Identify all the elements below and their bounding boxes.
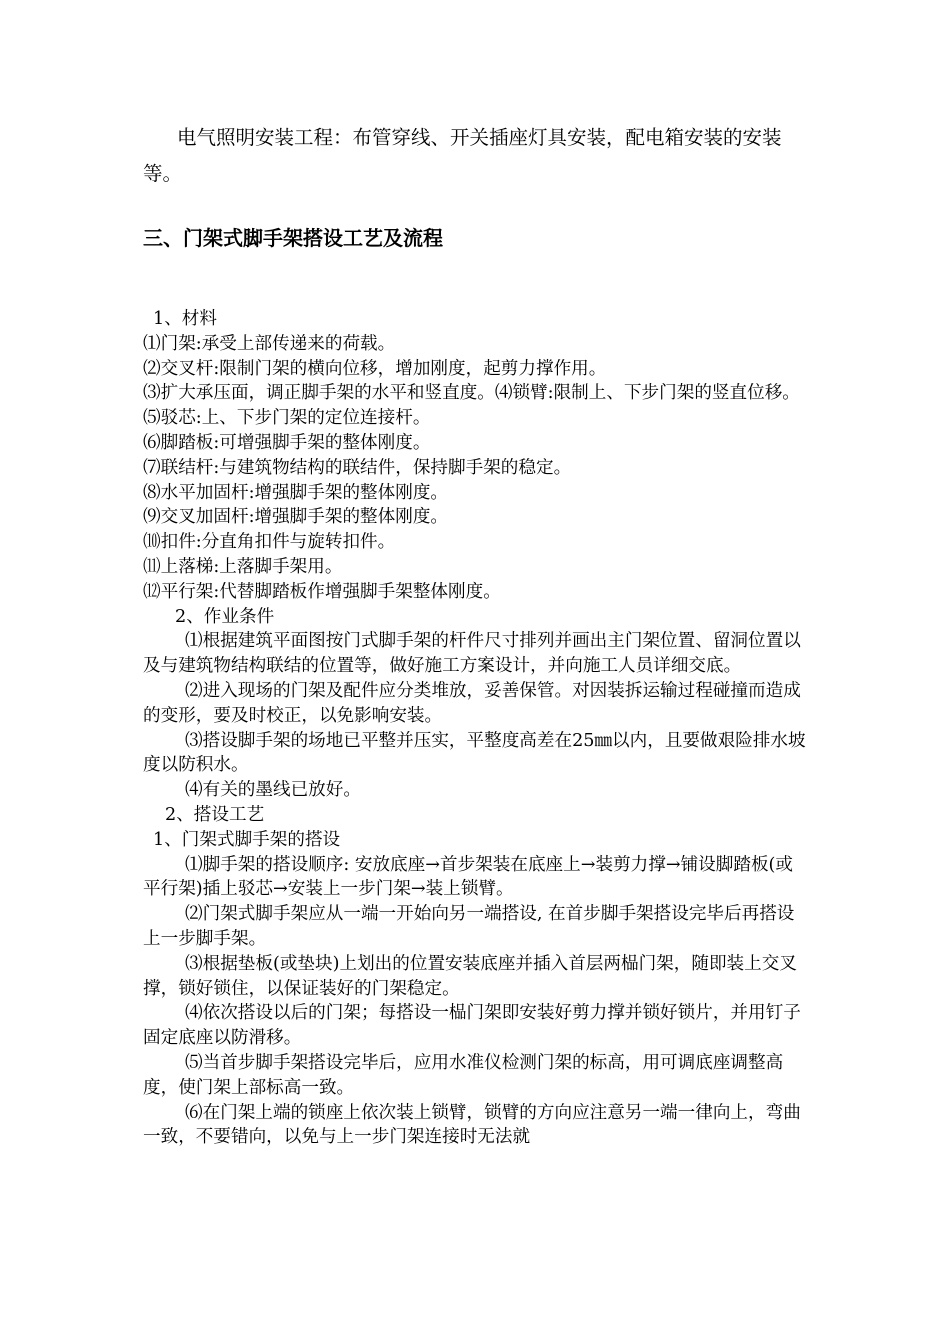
erection-process-title: 2、搭设工艺 <box>165 804 265 825</box>
erection-paragraph: ⑶根据垫板(或垫块)上划出的位置安装底座并插入首层两榀门架，随即装上交叉撑，锁好锁住，以保证装好的门架稳定。 <box>143 953 797 999</box>
material-item: ⑵交叉杆:限制门架的横向位移，增加刚度，起剪力撑作用。 <box>143 358 607 379</box>
material-item: ⑹脚踏板:可增强脚手架的整体刚度。 <box>143 432 431 453</box>
erection-paragraph: ⑹在门架上端的锁座上依次装上锁臂，锁臂的方向应注意另一端一律向上，弯曲一致，不要错向，以免与上一步门架连接时无法就 <box>143 1102 801 1148</box>
intro-paragraph: 电气照明安装工程：布管穿线、开关插座灯具安装，配电箱安装的安装等。 <box>143 126 782 185</box>
material-item: ⑴门架:承受上部传递来的荷载。 <box>143 333 396 354</box>
material-item: ⑺联结杆:与建筑物结构的联结件，保持脚手架的稳定。 <box>143 457 572 478</box>
material-item: ⑾上落梯:上落脚手架用。 <box>143 556 343 577</box>
material-item: ⑼交叉加固杆:增强脚手架的整体刚度。 <box>143 507 449 528</box>
material-item: ⑻水平加固杆:增强脚手架的整体刚度。 <box>143 482 449 503</box>
material-item: ⑶扩大承压面，调正脚手架的水平和竖直度。⑷锁臂:限制上、下步门架的竖直位移。 <box>143 383 800 404</box>
work-condition-paragraph: ⑴根据建筑平面图按门式脚手架的杆件尺寸排列并画出主门架位置、留洞位置以及与建筑物结构联结的位置等，做好施工方案设计，并向施工人员详细交底。 <box>143 631 801 677</box>
erection-paragraph: ⑵门架式脚手架应从一端一开始向另一端搭设, 在首步脚手架搭设完毕后再搭设上一步脚手架。 <box>143 904 795 949</box>
erection-paragraph: ⑸当首步脚手架搭设完毕后，应用水准仪检测门架的标高，用可调底座调整高度，使门架上部标高一致。 <box>143 1052 784 1098</box>
material-item: ⑸驳芯:上、下步门架的定位连接杆。 <box>143 408 431 429</box>
erection-subtitle: 1、门架式脚手架的搭设 <box>153 829 341 850</box>
work-condition-paragraph: ⑷有关的墨线已放好。 <box>185 780 361 801</box>
materials-title: 1、材料 <box>153 309 217 329</box>
section-heading: 三、门架式脚手架搭设工艺及流程 <box>143 226 443 250</box>
work-conditions-title: 2、作业条件 <box>175 606 275 627</box>
erection-paragraph: ⑷依次搭设以后的门架；每搭设一榀门架即安装好剪力撑并锁好锁片，并用钉子固定底座以防滑移。 <box>143 1003 801 1049</box>
work-condition-paragraph: ⑶搭设脚手架的场地已平整并压实，平整度高差在25㎜以内，且要做艰险排水坡度以防积水。 <box>143 730 806 776</box>
erection-paragraph: ⑴脚手架的搭设顺序: 安放底座→首步架装在底座上→装剪力撑→铺设脚踏板(或平行架)插上驳芯→安装上一步门架→装上锁臂。 <box>143 854 794 900</box>
material-item: ⑽扣件:分直角扣件与旋转扣件。 <box>143 532 396 553</box>
work-condition-paragraph: ⑵进入现场的门架及配件应分类堆放，妥善保管。对因装拆运输过程碰撞而造成的变形，要及时校正，以免影响安装。 <box>143 680 801 726</box>
material-item: ⑿平行架:代替脚踏板作增强脚手架整体刚度。 <box>143 581 501 602</box>
document-body <box>143 307 808 1150</box>
